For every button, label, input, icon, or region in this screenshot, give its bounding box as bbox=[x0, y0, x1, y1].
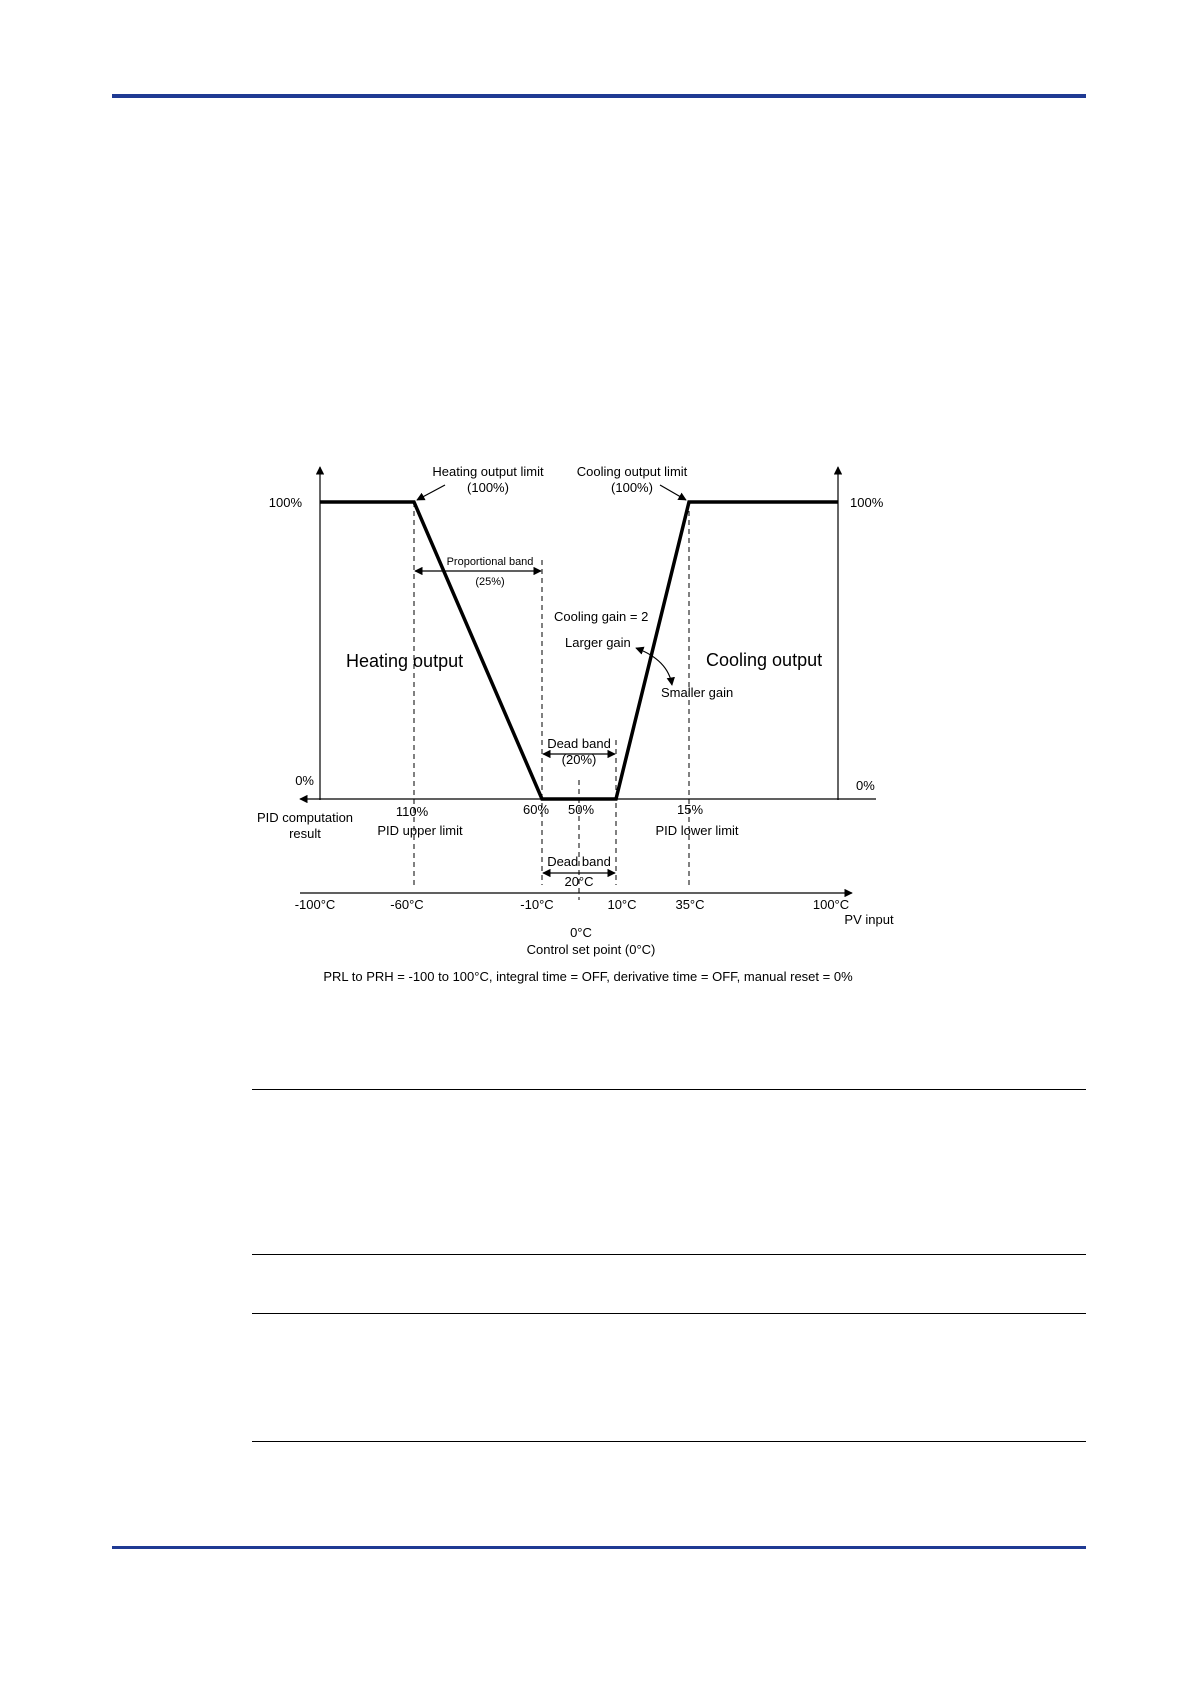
proportional-band-value: (25%) bbox=[475, 576, 505, 588]
pid-110-label: 110% bbox=[395, 804, 429, 819]
pv-input-label: PV input bbox=[844, 912, 894, 927]
larger-gain-label: Larger gain bbox=[565, 635, 631, 650]
rule-2 bbox=[252, 1254, 1086, 1255]
heating-limit-label: Heating output limit bbox=[432, 464, 544, 479]
heating-limit-leader bbox=[417, 485, 445, 500]
y-right-bottom-label: 0% bbox=[856, 778, 875, 793]
heating-output-label: Heating output bbox=[346, 651, 464, 671]
cooling-output-label: Cooling output bbox=[706, 650, 823, 670]
smaller-gain-label: Smaller gain bbox=[661, 685, 734, 700]
y-left-bottom-label: 0% bbox=[295, 773, 314, 788]
pid-upper-limit-label: PID upper limit bbox=[377, 823, 463, 838]
cooling-limit-value: (100%) bbox=[611, 480, 653, 495]
gain-curved-arrow bbox=[636, 648, 672, 685]
pv-10-label: 10°C bbox=[607, 897, 637, 912]
pv-minus10-label: -10°C bbox=[520, 897, 554, 912]
setpoint-value-label: 0°C bbox=[570, 925, 592, 940]
heating-limit-value: (100%) bbox=[467, 480, 509, 495]
dead-band-bottom-label: Dead band bbox=[547, 854, 611, 869]
setpoint-label: Control set point (0°C) bbox=[526, 942, 656, 957]
dead-band-top-label: Dead band bbox=[547, 736, 611, 751]
rule-3 bbox=[252, 1313, 1086, 1314]
dead-band-bottom-value: 20°C bbox=[564, 874, 594, 889]
pid-50-label: 50% bbox=[567, 802, 595, 817]
pid-result-label-2: result bbox=[289, 826, 321, 841]
diagram-caption: PRL to PRH = -100 to 100°C, integral time = OFF, derivative time = OFF, manual reset = 0% bbox=[323, 969, 853, 984]
pv-35-label: 35°C bbox=[675, 897, 705, 912]
pid-result-label-1: PID computation bbox=[256, 810, 354, 825]
cooling-limit-label: Cooling output limit bbox=[576, 464, 688, 479]
rule-4 bbox=[252, 1441, 1086, 1442]
cooling-gain-label: Cooling gain = 2 bbox=[554, 609, 649, 624]
rule-1 bbox=[252, 1089, 1086, 1090]
pv-minus100-label: -100°C bbox=[294, 897, 336, 912]
footer-rule bbox=[112, 1546, 1086, 1549]
pv-minus60-label: -60°C bbox=[390, 897, 424, 912]
y-left-top-label: 100% bbox=[268, 495, 302, 510]
pid-60-label: 60% bbox=[522, 802, 550, 817]
cooling-limit-leader bbox=[660, 485, 686, 500]
pv-100-label: 100°C bbox=[812, 897, 850, 912]
proportional-band-label: Proportional band bbox=[446, 556, 534, 568]
pid-lower-limit-label: PID lower limit bbox=[655, 823, 739, 838]
pid-15-label: 15% bbox=[676, 802, 704, 817]
y-right-top-label: 100% bbox=[850, 495, 884, 510]
dead-band-top-value: (20%) bbox=[561, 752, 597, 767]
